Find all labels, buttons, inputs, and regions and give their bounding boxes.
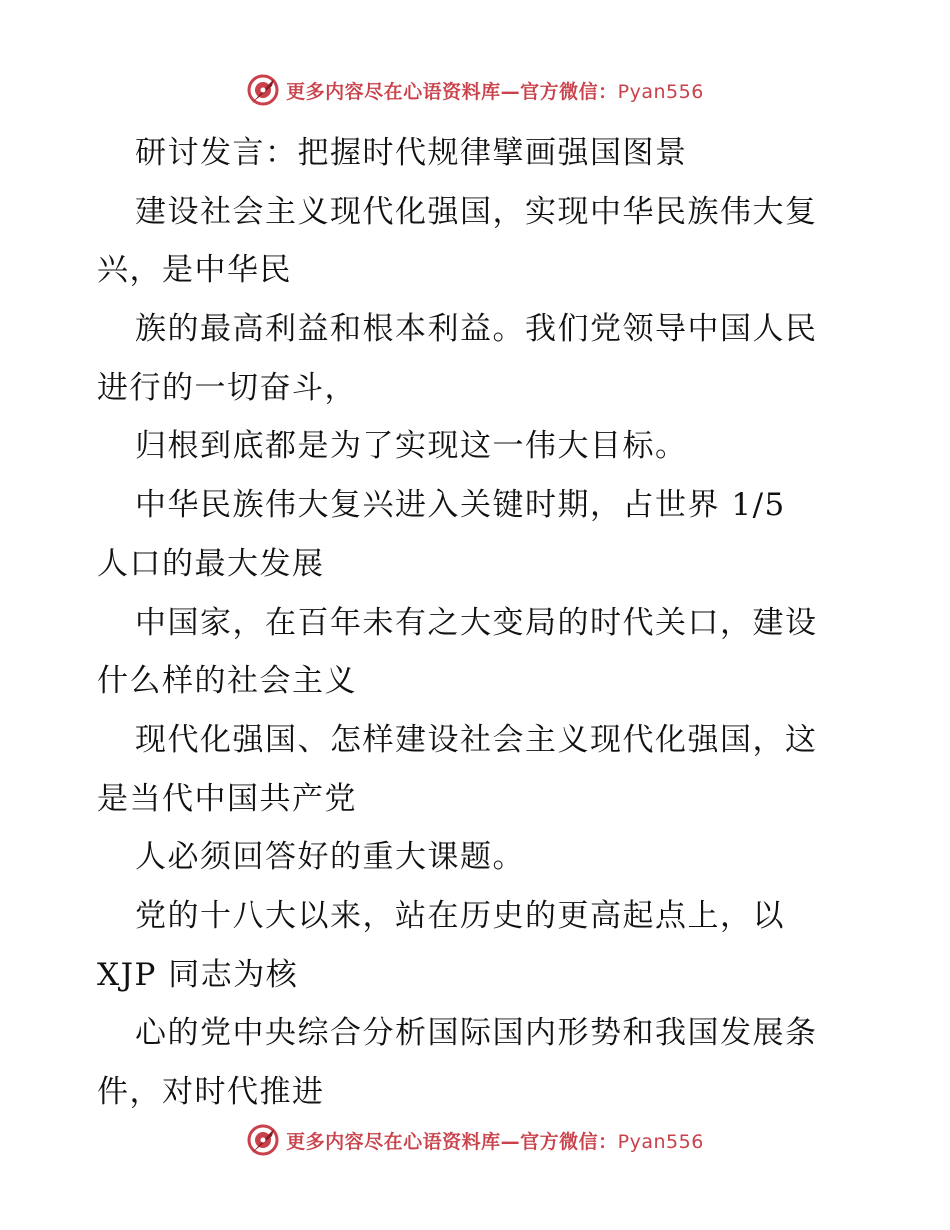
text-line: 是当代中国共产党	[97, 780, 357, 817]
watermark-text: 更多内容尽在心语资料库—官方微信：Pyan556	[286, 80, 704, 103]
pen-circle-logo-icon	[246, 73, 280, 107]
footer-watermark	[0, 1120, 950, 1160]
text-line: 人必须回答好的重大课题。	[135, 839, 525, 876]
text-line: 心的党中央综合分析国际国内形势和我国发展条	[135, 1015, 818, 1052]
text-line: 中华民族伟大复兴进入关键时期，占世界 1/5	[135, 487, 786, 524]
text-line: 人口的最大发展	[97, 545, 325, 582]
watermark-handle: Pyan556	[617, 80, 704, 103]
text-line: 族的最高利益和根本利益。我们党领导中国人民	[135, 311, 818, 348]
document-body	[97, 124, 857, 1122]
text-line: 现代化强国、怎样建设社会主义现代化强国，这	[135, 721, 818, 758]
text-line: 建设社会主义现代化强国，实现中华民族伟大复	[135, 193, 818, 230]
text-line: 兴，是中华民	[97, 252, 292, 289]
text-line: 进行的一切奋斗，	[97, 369, 357, 406]
text-line: 件，对时代推进	[97, 1074, 325, 1110]
watermark-handle: Pyan556	[617, 1130, 704, 1153]
text-line: XJP 同志为核	[97, 956, 299, 993]
watermark-text: 更多内容尽在心语资料库—官方微信：Pyan556	[286, 1130, 704, 1153]
text-line: 研讨发言：把握时代规律擘画强国图景	[135, 135, 688, 171]
text-line: 中国家，在百年未有之大变局的时代关口，建设	[135, 604, 818, 641]
header-watermark	[0, 70, 950, 110]
pen-circle-logo-icon	[246, 1123, 280, 1157]
text-line: 归根到底都是为了实现这一伟大目标。	[135, 428, 688, 465]
text-line: 什么样的社会主义	[97, 663, 357, 700]
text-line: 党的十八大以来，站在历史的更高起点上，以	[135, 897, 785, 934]
